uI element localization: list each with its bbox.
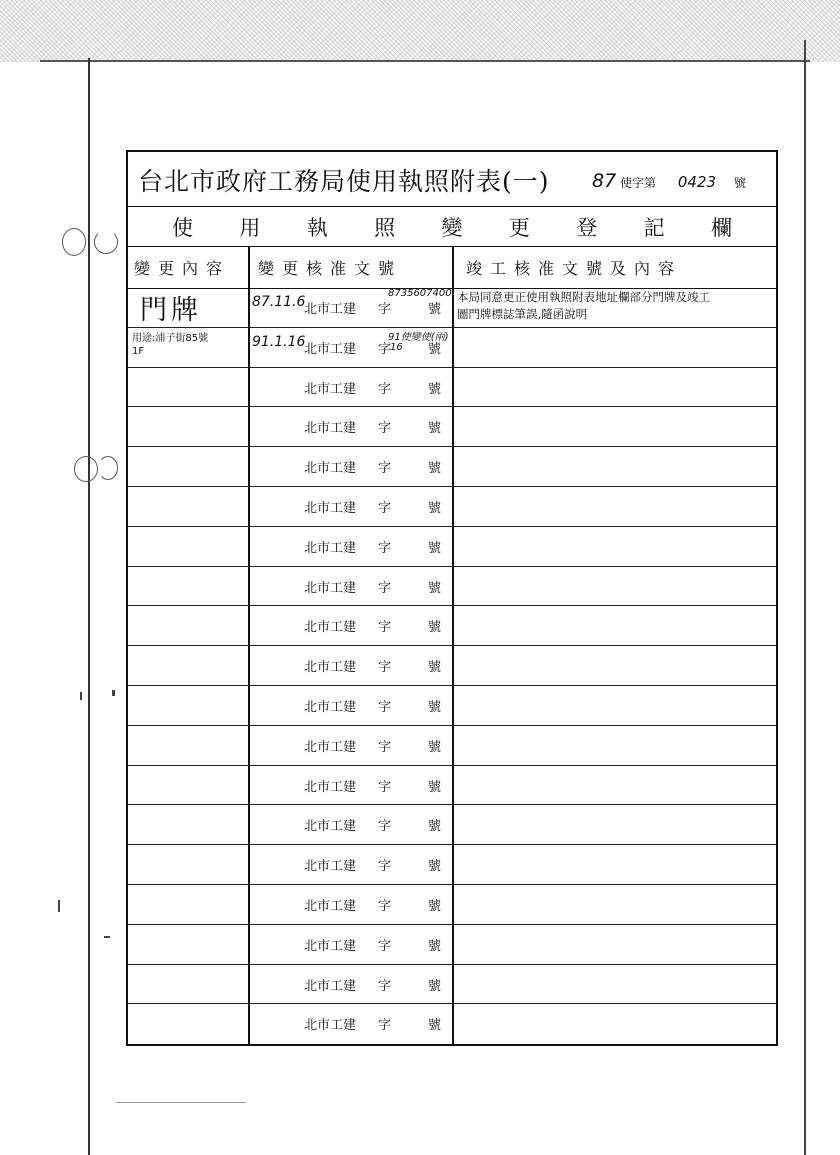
scan-speck — [104, 936, 110, 938]
cell-change-content — [128, 328, 250, 367]
approval-prefix: 北市工建 — [304, 898, 357, 914]
page-edge-right — [804, 40, 806, 1155]
approval-zi: 字 — [378, 381, 392, 397]
cell-approval-doc — [250, 766, 452, 805]
table-row — [128, 845, 776, 885]
section-title-char: 變 — [441, 216, 463, 240]
cell-completion-doc — [455, 726, 773, 765]
cell-approval-doc — [250, 726, 452, 765]
approval-hao: 號 — [428, 898, 442, 914]
permit-change-form — [126, 150, 778, 1046]
approval-zi: 字 — [378, 580, 392, 596]
approval-zi: 字 — [378, 341, 392, 357]
approval-hao: 號 — [428, 819, 442, 835]
scan-speck — [80, 692, 82, 700]
cell-completion-doc — [455, 646, 773, 685]
approval-number: 91使變使(兩) — [388, 331, 449, 343]
approval-zi: 字 — [378, 620, 392, 636]
approval-prefix: 北市工建 — [304, 779, 357, 795]
section-title-char: 欄 — [711, 216, 732, 240]
scan-speck — [58, 900, 60, 912]
change-content-text: 用途:浦子街85號 — [132, 332, 209, 344]
cell-change-content — [128, 606, 250, 645]
table-row — [128, 487, 776, 527]
cell-change-content — [128, 567, 250, 606]
cell-change-content — [128, 845, 250, 884]
section-title-char: 用 — [239, 216, 261, 240]
approval-prefix: 北市工建 — [304, 421, 357, 437]
approval-hao: 號 — [428, 699, 442, 715]
approval-prefix: 北市工建 — [304, 978, 357, 994]
punch-hole-icon — [74, 456, 98, 482]
cell-completion-doc — [455, 606, 773, 645]
approval-hao: 號 — [428, 779, 442, 795]
cell-change-content — [128, 766, 250, 805]
cell-approval-doc — [250, 288, 452, 327]
approval-prefix: 北市工建 — [304, 620, 357, 636]
cell-completion-doc — [455, 368, 773, 407]
approval-hao: 號 — [428, 341, 442, 357]
approval-prefix: 北市工建 — [304, 859, 357, 875]
cell-completion-doc — [455, 487, 773, 526]
cell-change-content — [128, 527, 250, 566]
cell-change-content — [128, 885, 250, 924]
cell-change-content — [128, 1004, 250, 1044]
approval-hao: 號 — [428, 978, 442, 994]
table-row — [128, 606, 776, 646]
cell-change-content — [128, 925, 250, 964]
cell-change-content — [128, 368, 250, 407]
section-title-char: 記 — [643, 216, 665, 240]
cell-change-content — [128, 288, 250, 327]
cell-approval-doc — [250, 606, 452, 645]
approval-hao: 號 — [428, 620, 442, 636]
approval-hao: 號 — [428, 500, 442, 516]
scan-noise-top — [0, 0, 840, 62]
section-title-char: 使 — [172, 216, 193, 240]
cell-completion-doc — [455, 1004, 773, 1044]
approval-prefix: 北市工建 — [304, 1018, 357, 1034]
completion-text: 本局同意更正使用執照附表地址欄部分門牌及竣工 — [457, 290, 710, 304]
cell-approval-doc — [250, 368, 452, 407]
change-content-text: 門牌 — [140, 295, 202, 326]
cell-completion-doc — [455, 407, 773, 446]
cell-change-content — [128, 487, 250, 526]
cell-approval-doc — [250, 527, 452, 566]
change-content-text-2: 1F — [132, 345, 145, 357]
approval-prefix: 北市工建 — [304, 739, 357, 755]
approval-zi: 字 — [378, 461, 392, 477]
approval-prefix: 北市工建 — [304, 461, 357, 477]
approval-hao: 號 — [428, 421, 442, 437]
approval-zi: 字 — [378, 660, 392, 676]
approval-prefix: 北市工建 — [304, 580, 357, 596]
table-row — [128, 447, 776, 487]
table-row — [128, 885, 776, 925]
approval-hao: 號 — [428, 580, 442, 596]
cell-approval-doc — [250, 845, 452, 884]
approval-zi: 字 — [378, 302, 392, 317]
header-approval-doc: 變更核准文號 — [258, 259, 403, 278]
approval-prefix: 北市工建 — [304, 660, 357, 676]
approval-date: 87.11.6 — [252, 294, 306, 310]
approval-hao: 號 — [428, 461, 442, 477]
approval-prefix: 北市工建 — [304, 699, 357, 715]
table-row — [128, 328, 776, 368]
section-title-row — [128, 206, 776, 247]
completion-text-2: 圖門牌標誌筆誤,隨函說明 — [457, 307, 588, 321]
permit-suffix: 號 — [733, 176, 746, 190]
cell-approval-doc — [250, 567, 452, 606]
permit-label: 使字第 — [620, 176, 657, 190]
cell-change-content — [128, 805, 250, 844]
section-title-char: 更 — [508, 216, 530, 240]
permit-number — [592, 170, 746, 192]
cell-completion-doc — [455, 965, 773, 1004]
approval-zi: 字 — [378, 859, 392, 875]
cell-change-content — [128, 726, 250, 765]
title-row — [128, 152, 776, 207]
approval-zi: 字 — [378, 938, 392, 954]
cell-approval-doc — [250, 686, 452, 725]
approval-hao: 號 — [428, 739, 442, 755]
table-row — [128, 527, 776, 567]
cell-completion-doc — [455, 805, 773, 844]
cell-approval-doc — [250, 328, 452, 367]
approval-zi: 字 — [378, 819, 392, 835]
approval-prefix: 北市工建 — [304, 381, 357, 397]
approval-prefix: 北市工建 — [304, 500, 357, 516]
table-row — [128, 646, 776, 686]
approval-number: 8735607400 — [388, 288, 452, 299]
approval-zi: 字 — [378, 500, 392, 516]
table-row — [128, 766, 776, 806]
form-title: 台北市政府工務局使用執照附表(一) — [138, 167, 550, 196]
table-row — [128, 368, 776, 408]
cell-completion-doc — [455, 885, 773, 924]
approval-zi: 字 — [378, 739, 392, 755]
approval-zi: 字 — [378, 540, 392, 556]
section-title-char: 照 — [374, 216, 396, 240]
cell-approval-doc — [250, 646, 452, 685]
cell-change-content — [128, 686, 250, 725]
cell-change-content — [128, 646, 250, 685]
punch-hole-icon — [62, 228, 86, 256]
cell-completion-doc — [455, 328, 773, 367]
cell-approval-doc — [250, 1004, 452, 1044]
approval-date: 91.1.16 — [252, 333, 306, 350]
cell-change-content — [128, 407, 250, 446]
approval-zi: 字 — [378, 421, 392, 437]
approval-zi: 字 — [378, 898, 392, 914]
approval-hao: 號 — [428, 540, 442, 556]
section-title-char: 執 — [306, 216, 328, 240]
cell-completion-doc — [455, 845, 773, 884]
cell-completion-doc — [455, 288, 773, 327]
approval-prefix: 北市工建 — [304, 302, 357, 317]
cell-approval-doc — [250, 447, 452, 486]
table-row — [128, 407, 776, 447]
approval-hao: 號 — [428, 302, 442, 317]
approval-number-2: 16 — [390, 341, 403, 353]
cell-approval-doc — [250, 407, 452, 446]
approval-prefix: 北市工建 — [304, 819, 357, 835]
table-row — [128, 567, 776, 607]
approval-hao: 號 — [428, 859, 442, 875]
table-row — [128, 726, 776, 766]
approval-zi: 字 — [378, 1018, 392, 1034]
section-title-char: 登 — [576, 216, 598, 240]
approval-hao: 號 — [428, 660, 442, 676]
scan-speck — [112, 690, 115, 696]
table-row — [128, 686, 776, 726]
cell-approval-doc — [250, 925, 452, 964]
cell-completion-doc — [455, 567, 773, 606]
cell-approval-doc — [250, 885, 452, 924]
approval-prefix: 北市工建 — [304, 341, 357, 357]
cell-approval-doc — [250, 805, 452, 844]
punch-hole-icon — [98, 456, 118, 480]
header-change-content: 變更內容 — [134, 259, 231, 278]
section-title — [172, 212, 732, 242]
table-row — [128, 1004, 776, 1044]
approval-hao: 號 — [428, 938, 442, 954]
scan-speck — [116, 1102, 246, 1103]
approval-zi: 字 — [378, 779, 392, 795]
permit-no: 0423 — [677, 173, 717, 191]
approval-prefix: 北市工建 — [304, 540, 357, 556]
approval-hao: 號 — [428, 1018, 442, 1034]
cell-completion-doc — [455, 766, 773, 805]
cell-completion-doc — [455, 686, 773, 725]
cell-completion-doc — [455, 447, 773, 486]
permit-year: 87 — [592, 170, 617, 192]
approval-prefix: 北市工建 — [304, 938, 357, 954]
approval-zi: 字 — [378, 699, 392, 715]
cell-approval-doc — [250, 487, 452, 526]
table-row — [128, 965, 776, 1005]
cell-change-content — [128, 447, 250, 486]
approval-hao: 號 — [428, 381, 442, 397]
punch-hole-icon — [94, 230, 118, 254]
cell-completion-doc — [455, 527, 773, 566]
table-row — [128, 925, 776, 965]
entry-rows — [128, 288, 776, 1044]
page-edge-top — [40, 60, 810, 62]
approval-zi: 字 — [378, 978, 392, 994]
cell-approval-doc — [250, 965, 452, 1004]
cell-change-content — [128, 965, 250, 1004]
table-row — [128, 288, 776, 328]
table-row — [128, 805, 776, 845]
header-completion-doc: 竣工核准文號及內容 — [466, 259, 683, 278]
cell-completion-doc — [455, 925, 773, 964]
page-edge-left — [88, 58, 90, 1155]
